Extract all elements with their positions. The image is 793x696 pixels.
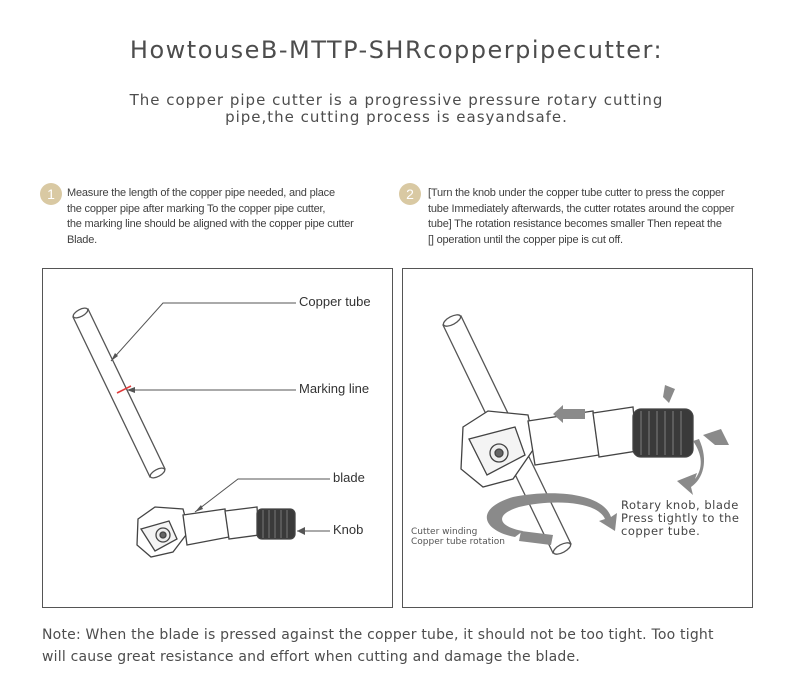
label-cutter-winding (411, 527, 505, 547)
diagram-panel-2 (402, 268, 753, 608)
pipe-cutter (137, 507, 295, 557)
cutting-process-illustration (403, 269, 754, 609)
step-1-line: the marking line should be aligned with the copper pipe cutter (67, 218, 354, 230)
label-rotary-knob (621, 499, 739, 538)
label-rotary-line: copper tube. (621, 524, 701, 538)
step-1-text (67, 186, 397, 248)
label-rotary-line: Rotary knob, blade (621, 498, 739, 512)
step-2-text (428, 186, 793, 248)
step-1-line: the copper pipe after marking To the copper pipe cutter, (67, 202, 326, 215)
page-subtitle (60, 92, 733, 126)
pipe-marking-illustration (43, 269, 394, 609)
label-blade: blade (333, 470, 365, 485)
label-copper-tube: Copper tube (299, 294, 371, 309)
step-2-line: tube Immediately afterwards, the cutter rotates around the copper (428, 202, 735, 215)
step-1-line: Blade. (67, 233, 97, 246)
note-text (42, 624, 772, 668)
label-knob: Knob (333, 522, 364, 537)
label-rotary-line: Press tightly to the (621, 511, 740, 525)
step-2-line: [Turn the knob under the copper tube cutter to press the copper (428, 187, 725, 199)
step-1-badge: 1 (40, 183, 62, 205)
copper-tube (72, 306, 166, 480)
label-cutter-winding-line: Copper tube rotation (411, 537, 505, 547)
note-line-2: will cause great resistance and effort when cutting and damage the blade. (42, 649, 580, 665)
step-2-line: [] operation until the copper pipe is cut off. (428, 233, 623, 246)
step-1-line: Measure the length of the copper pipe needed, and place (67, 187, 335, 199)
label-marking-line: Marking line (299, 381, 370, 396)
page-title: HowtouseB-MTTP-SHRcopperpipecutter: (129, 36, 664, 64)
step-2-line: tube] The rotation resistance becomes smaller Then repeat the (428, 218, 722, 230)
subtitle-line-1: The copper pipe cutter is a progressive pressure rotary cutting (129, 91, 664, 109)
subtitle-line-2: pipe,the cutting process is easyandsafe. (225, 108, 568, 126)
note-line-1: Note: When the blade is pressed against the copper tube, it should not be too tight. Too tight (42, 627, 714, 643)
step-2-badge: 2 (399, 183, 421, 205)
label-cutter-winding-line: Cutter winding (411, 527, 478, 537)
diagram-panel-1 (42, 268, 393, 608)
